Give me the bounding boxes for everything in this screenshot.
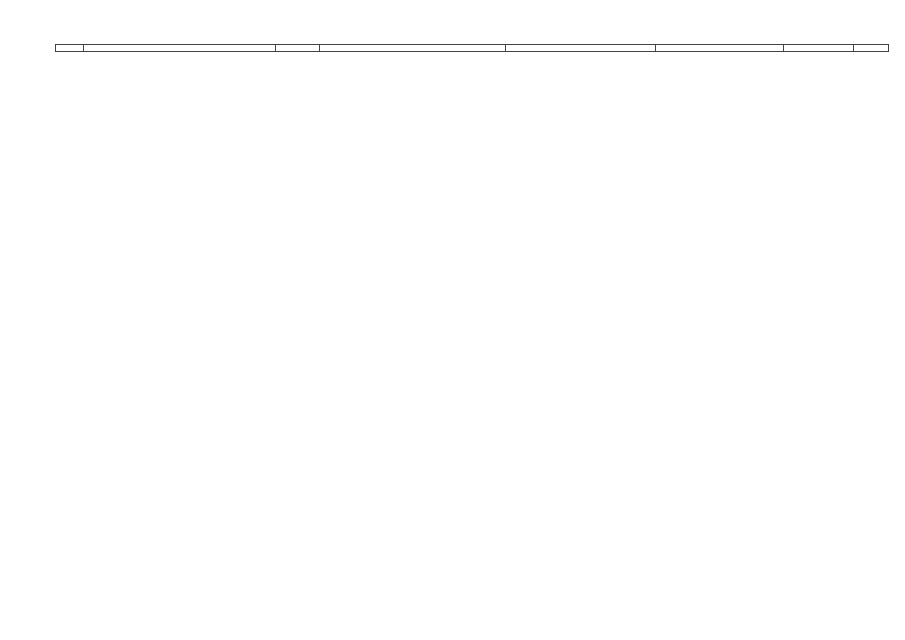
header-cell xyxy=(320,45,506,52)
header-cell xyxy=(656,45,784,52)
header-cell xyxy=(84,45,276,52)
header-cell xyxy=(784,45,854,52)
header-cell xyxy=(56,45,84,52)
land-plot-table xyxy=(55,44,889,52)
header-cell xyxy=(854,45,889,52)
header-cell xyxy=(276,45,320,52)
header-cell xyxy=(506,45,656,52)
header-row xyxy=(56,45,889,52)
